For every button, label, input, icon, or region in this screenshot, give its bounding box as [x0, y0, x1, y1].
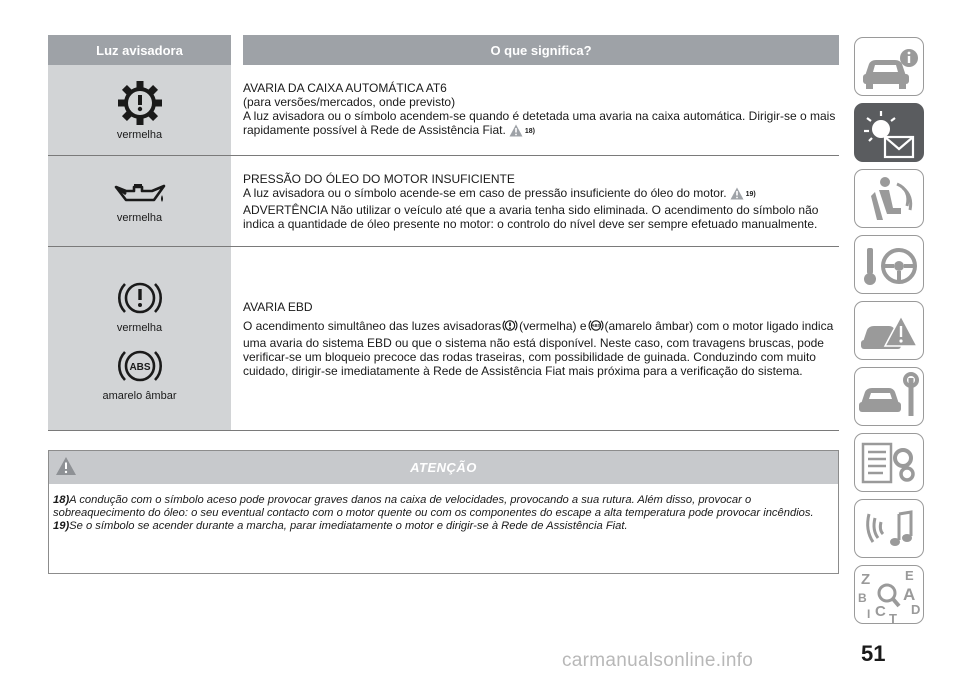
warning-cell	[48, 247, 231, 430]
brake-warning-icon	[116, 276, 164, 320]
color-label: vermelha	[116, 321, 163, 334]
attention-box	[48, 450, 839, 574]
warning-triangle-icon	[55, 456, 77, 481]
header-meaning: O que significa?	[490, 42, 592, 58]
note-number: 18)	[53, 494, 70, 506]
abs-icon-text: ABS	[128, 361, 151, 373]
sidebar-tab-starting[interactable]	[854, 235, 924, 294]
page-number: 51	[861, 641, 886, 666]
warning-cell	[48, 156, 231, 246]
header-warning-light: Luz avisadora	[96, 42, 183, 58]
gearbox-fault-icon	[116, 79, 164, 127]
color-label: vermelha	[116, 129, 163, 141]
svg-text:ABS: ABS	[590, 322, 601, 328]
key-steering-wheel-icon	[855, 236, 925, 295]
table-header	[48, 35, 839, 65]
note-number: 19)	[53, 520, 70, 532]
meaning-cell	[231, 156, 839, 246]
abs-icon	[116, 344, 164, 388]
sidebar-tab-maintenance[interactable]	[854, 367, 924, 426]
note-text: A condução com o símbolo aceso pode provocar graves danos na caixa de velocidades, provocando a sua rutura. Além disso, provocar o sobreaquecimento do óleo: o seu eventual contacto com o motor quente ou com os componentes do escape a alta temperatura pode provocar incêndios.	[53, 494, 814, 519]
specs-gear-icon	[855, 434, 925, 493]
svg-text:T: T	[889, 611, 897, 625]
abs-icon	[588, 318, 604, 336]
footnote-ref[interactable]: 18)	[524, 127, 535, 135]
seat-airbag-icon	[855, 170, 925, 229]
warning-light-envelope-icon	[855, 104, 925, 163]
attention-note	[53, 494, 834, 520]
color-label: amarelo âmbar	[102, 389, 177, 402]
row-title: AVARIA EBD	[243, 299, 313, 314]
meaning-cell	[231, 247, 839, 430]
svg-text:D: D	[911, 602, 921, 617]
warning-triangle-icon	[509, 124, 523, 140]
warning-cell	[48, 65, 231, 155]
sidebar-tab-car-info[interactable]	[854, 37, 924, 96]
attention-title: ATENÇÃO	[410, 460, 477, 475]
svg-text:Z: Z	[861, 571, 871, 588]
row-text: A luz avisadora ou o símbolo acende-se em caso de pressão insuficiente do óleo do motor. 19)	[243, 186, 839, 203]
meaning-cell	[231, 65, 839, 155]
watermark: carmanualsonline.info	[562, 650, 754, 671]
svg-text:C: C	[875, 603, 886, 620]
row-subtitle: (para versões/mercados, onde previsto)	[243, 94, 456, 109]
sidebar-tab-technical-data[interactable]	[854, 433, 924, 492]
sidebar-tab-safety[interactable]	[854, 169, 924, 228]
brake-warning-icon	[502, 318, 518, 336]
table-row	[48, 156, 839, 247]
car-tools-icon	[855, 368, 925, 427]
table-row	[48, 65, 839, 156]
attention-header	[49, 451, 838, 484]
sidebar-tab-multimedia[interactable]	[854, 499, 924, 558]
svg-text:B: B	[858, 591, 867, 605]
sidebar-tab-index[interactable]	[854, 565, 924, 624]
car-breakdown-icon	[855, 302, 925, 361]
row-text: O acendimento simultâneo das luzes avisadoras (vermelha) e ABS (amarelo âmbar) com o motor ligado indica uma avaria do sistema EBD ou que o sistema não está disponível. Neste caso, com travagens bruscas, pode verificar-se um bloqueio precoce das rodas traseiras, com possibilidade de guinada. Conduzindo com muito cuidado, dirigir-se imediatamente à Rede de Assistência Fiat mais próxima para a verificação do sistema.	[243, 318, 834, 378]
sidebar-tab-emergency[interactable]	[854, 301, 924, 360]
color-label: vermelha	[116, 212, 163, 224]
row-title: AVARIA DA CAIXA AUTOMÁTICA AT6	[243, 80, 447, 95]
svg-text:E: E	[905, 568, 914, 583]
warning-lights-table	[48, 35, 839, 431]
row-text: A luz avisadora ou o símbolo acendem-se quando é detetada uma avaria na caixa automática. Dirigir-se o mais rapidamente possível à Rede de Assistência Fiat. 18)	[243, 109, 839, 140]
svg-text:A: A	[903, 585, 916, 604]
warning-triangle-icon	[730, 187, 744, 203]
note-text: Se o símbolo se acender durante a marcha, parar imediatamente o motor e dirigir-se à Rede de Assistência Fiat.	[69, 520, 628, 532]
media-music-icon	[855, 500, 925, 559]
sidebar-tab-warning-lights[interactable]	[854, 103, 924, 162]
row-note: ADVERTÊNCIA Não utilizar o veículo até que a avaria tenha sido eliminada. O acendimento do símbolo não indica a quantidade de óleo presente no motor: o controlo do nível deve ser sempre efetuado manualmente.	[243, 202, 819, 231]
table-row	[48, 247, 839, 431]
alphabet-index-icon	[855, 566, 925, 625]
row-title: PRESSÃO DO ÓLEO DO MOTOR INSUFICIENTE	[243, 171, 515, 186]
footnote-ref[interactable]: 19)	[745, 190, 756, 198]
car-info-icon	[855, 38, 925, 97]
attention-body	[49, 484, 838, 533]
attention-note	[53, 520, 834, 533]
svg-text:I: I	[867, 607, 871, 621]
oil-pressure-icon	[112, 178, 168, 210]
